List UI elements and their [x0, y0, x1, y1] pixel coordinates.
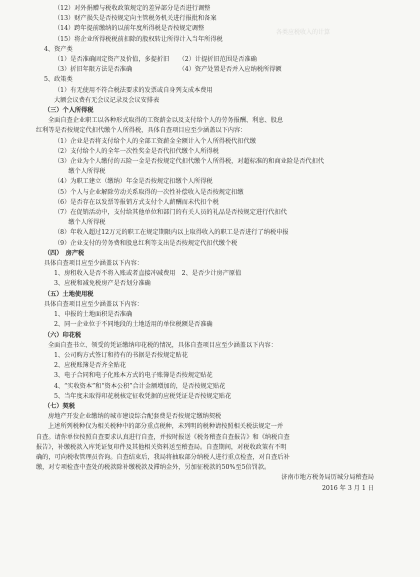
text-line: 4、“实收资本”和“资本公积”合计金额增加的，是否按规定贴花 — [54, 382, 226, 390]
text-line: 5、当年度未取得印花税核定征收凭据的应税凭证是否按规定贴花 — [54, 392, 232, 400]
text-line: 缴个人所得税 — [54, 168, 106, 176]
text-line: （15）将企业所得税税前扣除的股权转让所得计入当年所得税 — [54, 35, 223, 43]
text-line: （6）是否存在以发票等报销方式支付个人薪酬而未代扣个税 — [54, 198, 219, 206]
text-line: 自查。请你单位按照自查要求认真进行自查，并按时报送《税务稽查自查报告》和《纳税自查 — [36, 433, 290, 441]
text-line: 3、应税和减免税房产是否划分准确 — [54, 280, 151, 288]
text-line: （14）跨年提前缴纳的以前年度所得税是否按规定调整 — [54, 25, 205, 33]
text-line: （五）土地使用税 — [44, 290, 94, 298]
text-line: （12）对外捐赠与税收政策规定的差异部分是否进行调整 — [54, 5, 211, 12]
text-line: （13）财产损失是否按规定向主管税务机关进行报批和备案 — [54, 15, 217, 23]
text-line: 5、政策类 — [44, 76, 73, 84]
text-line: 1、申报的土地面积是否准确 — [54, 311, 133, 319]
text-line: 报告》，补缴税款入库凭证复印件及其他相关资料送至稽查局。自查期间，对税收政策有不明 — [36, 443, 287, 451]
text-line: 2、应税账簿是否齐全贴花 — [54, 362, 126, 370]
text-line: 3、电子合同和电子化账本方式的电子账簿是否按规定贴花 — [54, 372, 213, 380]
text-line: （8）年收入超过12万元的职工在规定期限内以上取得收入的职工是否进行了纳税申报 — [54, 229, 289, 237]
issuing-organization: 济南市地方税务局历城分局稽查局 — [281, 474, 374, 482]
text-line: （四） 房产税 — [44, 249, 85, 257]
text-line: （7）在促销活动中，支付给其他单位和部门的有关人员的礼品是否按规定进行代扣代 — [54, 209, 287, 217]
text-line: （1）企业是否将支付给个人的全部工资薪金全额计入个人所得税代扣代缴 — [54, 137, 256, 145]
text-line: （1）有无使用不符合税法要求的发票或自身列支成本费用 — [54, 86, 213, 94]
text-line: （3）企业为个人缴付的五险一金是否按规定代扣代缴个人所得税，对超标准的和商业险是否代扣代 — [54, 158, 324, 166]
text-line: 4、资产类 — [44, 45, 73, 53]
document-body — [36, 4, 394, 473]
text-line: 全面自查企业职工以各种形式取得的工资薪金以及支付给个人的劳务报酬、利息、股息 — [48, 117, 284, 125]
text-line: （4）为职工建立（缴纳）年金是否按规定扣缴个人所得税 — [54, 178, 213, 186]
text-line: 确的，可向税收管理员咨询。自查结束后，我局将抽取部分纳税人进行重点检查，对自查后补 — [36, 453, 290, 461]
text-line: （5）个人与企业解除劳动关系取得的一次性补偿收入是否按规定扣缴 — [54, 188, 244, 196]
issue-date: 2016 年 3 月 1 日 — [321, 484, 374, 492]
text-line: 全面自查书立、领受的凭证缴纳印花税的情况，具体自查项目应至少涵盖以下内容： — [48, 341, 277, 349]
text-line: （3）折旧年限方法是否准确 （4）资产处置是否并入应纳税所得额 — [54, 66, 282, 74]
text-line: 上述所列税种仅为相关税种中的部分重点税种，未列明的税种请按照相关税法规定一并 — [48, 423, 284, 431]
text-line: 房地产开发企业缴纳的城市建设综合配套费是否按规定缴纳契税 — [48, 413, 222, 421]
text-line: 具体自查项目应至少涵盖以下内容： — [44, 300, 143, 308]
text-line: 缴个人所得税 — [54, 219, 106, 227]
text-line: （9）企业支付的劳务费和股息红利等支出是否按规定代扣代缴个税 — [54, 239, 238, 247]
text-line: 2、同一企业位于不同地段的土地适用的单位税额是否准确 — [54, 321, 213, 329]
text-line: 红利等是否按规定代扣代缴个人所得税，具体自查项目应至少涵盖以下内容： — [36, 127, 247, 135]
text-line: （三）个人所得税 — [44, 107, 94, 115]
bleed-through-text: 各类应税收入的计算 — [276, 29, 331, 36]
text-line: （2）支付给个人的全年一次性奖金是否代扣代缴个人所得税 — [54, 147, 219, 155]
text-line: 1、公司购方式签订和持有的书据是否按规定贴花 — [54, 351, 188, 359]
text-line: （七）契税 — [44, 402, 75, 410]
text-line: 大额会议费有无会议记录及会议安排表 — [54, 96, 160, 104]
text-line: （六）印花税 — [44, 331, 82, 339]
text-line: 具体自查项目应至少涵盖以下内容： — [44, 260, 143, 268]
text-line: （1）是否准确固定资产及价值，多提折旧 （2）计提折旧范围是否准确 — [54, 56, 257, 64]
text-line: 1、房租收入是否不将入账或者直接冲减费用 2、是否少计房产原值 — [54, 270, 242, 278]
text-line: 缴，对专项检查中查处的税款除补缴税款及滞纳金外，另加征税款的50%至5倍罚款。 — [36, 464, 271, 472]
